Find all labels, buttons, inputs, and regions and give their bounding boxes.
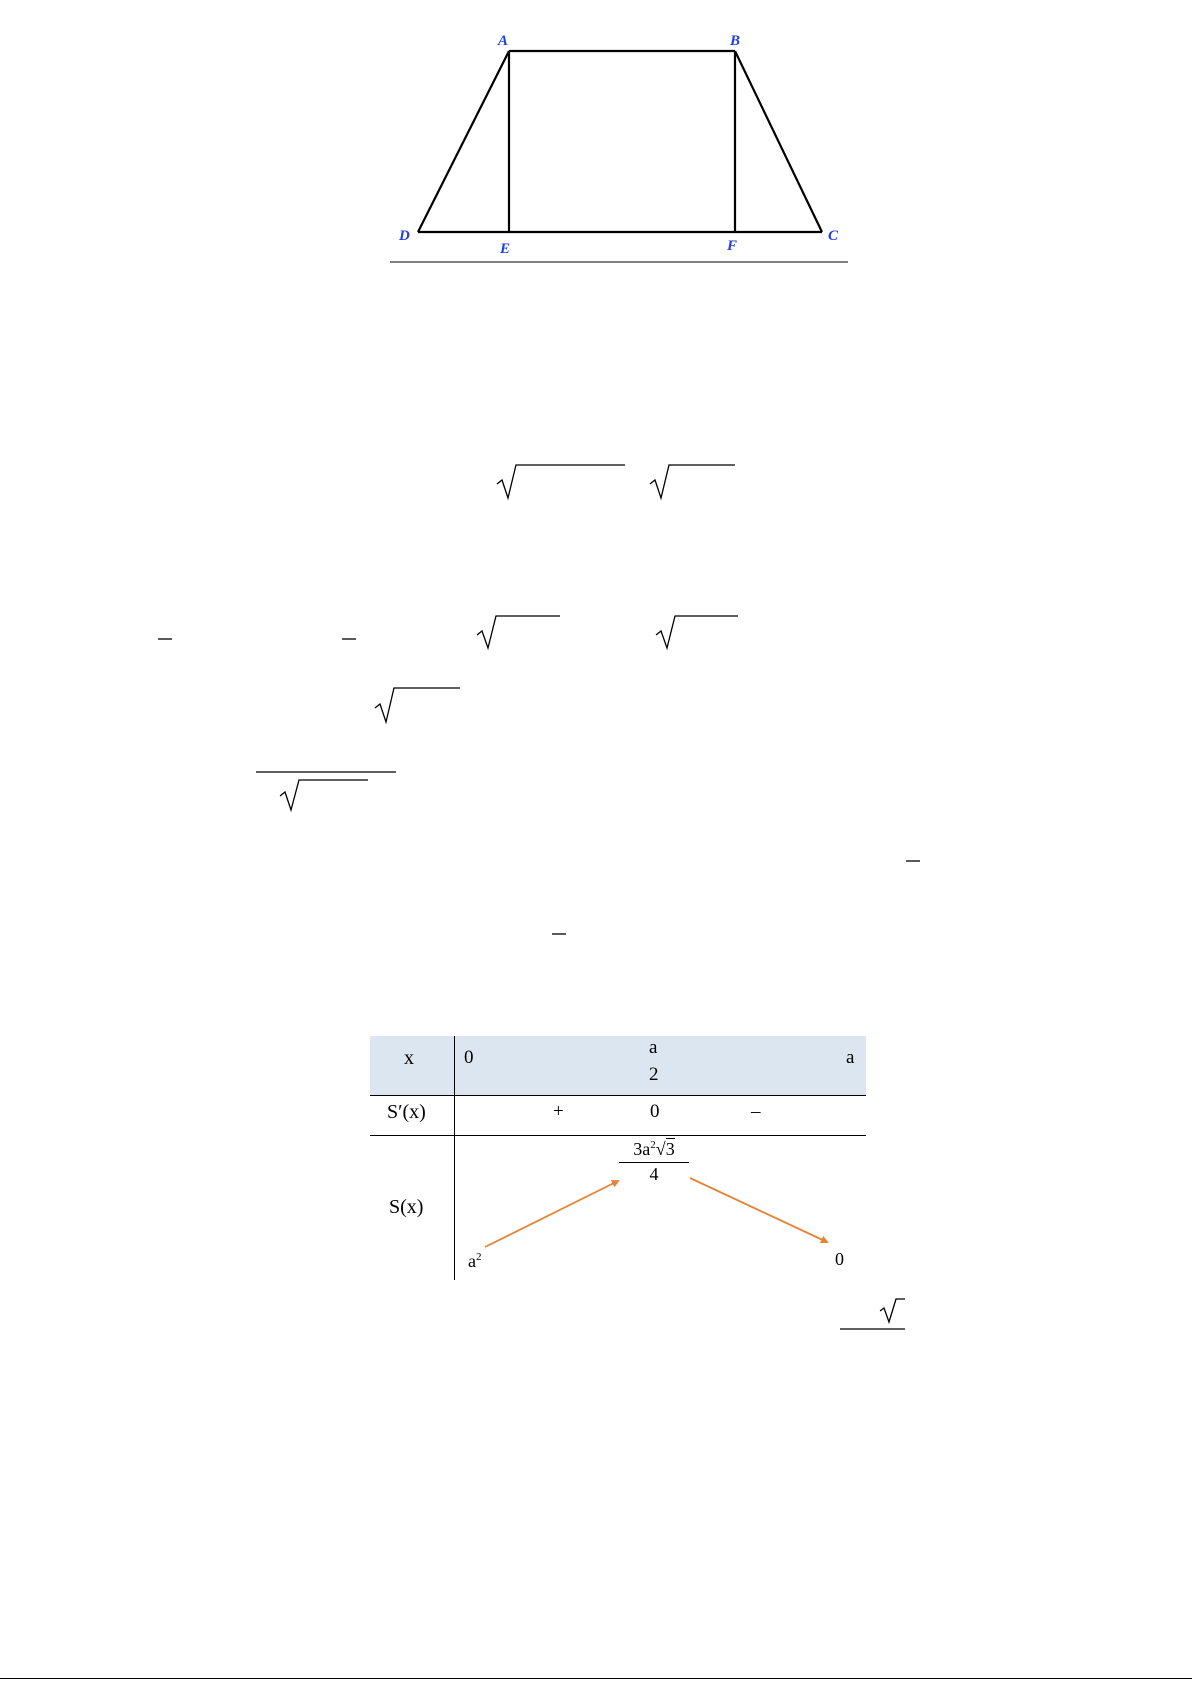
edge-BC (735, 51, 822, 232)
derivative-sign-left: + (553, 1101, 564, 1122)
radical-sign (656, 616, 738, 648)
vertex-label-E: E (500, 241, 511, 257)
row-label-derivative: S′(x) (387, 1101, 426, 1123)
variation-arrows (370, 1036, 866, 1286)
function-value-max-denominator: 4 (649, 1164, 659, 1184)
radical-sign (650, 465, 735, 498)
function-value-end: 0 (835, 1249, 844, 1269)
page-footer-rule (0, 1678, 1192, 1679)
trapezoid-edges (418, 51, 822, 232)
radical-sign (280, 780, 368, 810)
increasing-arrow (485, 1181, 618, 1247)
x-value-start: 0 (464, 1047, 474, 1068)
max-numerator-exponent: 2 (650, 1139, 656, 1151)
function-value-start-exponent: 2 (476, 1251, 482, 1263)
trapezoid-diagram (0, 0, 1192, 300)
radical-sign (880, 1299, 905, 1322)
x-value-mid-numerator: a (649, 1037, 658, 1058)
vertex-label-F: F (727, 238, 738, 254)
x-value-end: a (846, 1047, 855, 1068)
vertex-label-D: D (399, 228, 410, 244)
variation-table (370, 1036, 866, 1286)
max-numerator-radicand: 3 (665, 1139, 675, 1159)
derivative-sign-right: – (751, 1101, 761, 1122)
radical-sign (497, 465, 625, 498)
decreasing-arrow (690, 1178, 827, 1242)
derivative-sign-mid: 0 (650, 1101, 660, 1122)
radical-sign (375, 688, 460, 722)
vertex-label-C: C (828, 228, 839, 244)
vertex-label-A: A (498, 33, 509, 49)
max-numerator-radical-sign: √ (655, 1139, 666, 1159)
row-label-function: S(x) (389, 1196, 424, 1218)
vertex-label-B: B (730, 33, 741, 49)
function-value-start-base: a (468, 1251, 476, 1271)
max-numerator-coefficient: 3a (633, 1139, 651, 1159)
edge-AD (418, 51, 509, 232)
x-value-mid-denominator: 2 (649, 1064, 659, 1085)
radical-sign (477, 616, 560, 648)
row-label-x: x (404, 1047, 414, 1069)
